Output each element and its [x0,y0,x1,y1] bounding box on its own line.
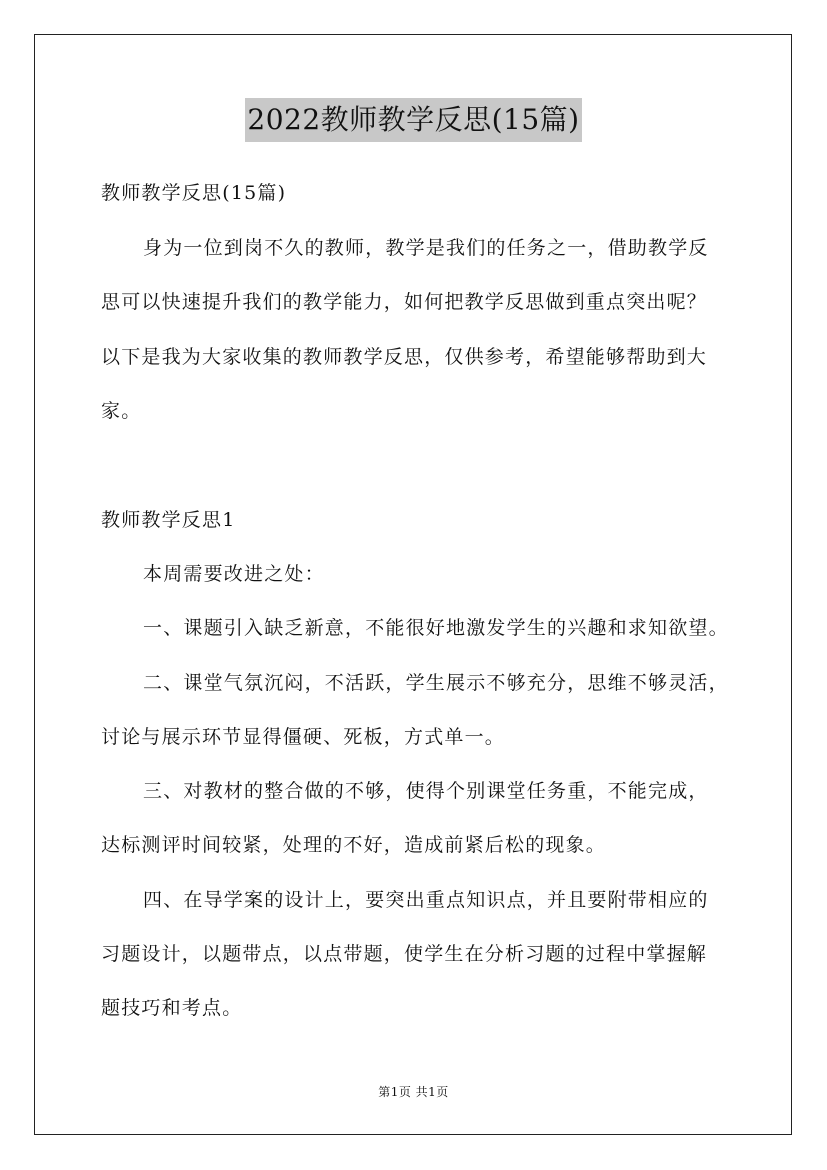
page-footer: 第1页 共1页 [378,1085,449,1099]
section-line-6: 达标测评时间较紧，处理的不好，造成前紧后松的现象。 [101,834,607,856]
section-line-3: 二、课堂气氛沉闷，不活跃，学生展示不够充分，思维不够灵活， [143,672,729,694]
section-heading: 教师教学反思1 [101,509,236,531]
intro-line-2: 思可以快速提升我们的教学能力，如何把教学反思做到重点突出呢？ [101,291,708,313]
section-line-2: 一、课题引入缺乏新意，不能很好地激发学生的兴趣和求知欲望。 [143,617,729,639]
section-line-4: 讨论与展示环节显得僵硬、死板，方式单一。 [101,726,506,748]
document-subtitle: 教师教学反思(15篇) [101,182,287,204]
section-line-7: 四、在导学案的设计上，要突出重点知识点，并且要附带相应的 [143,889,709,911]
document-title: 2022教师教学反思(15篇) [245,98,581,142]
intro-line-1: 身为一位到岗不久的教师，教学是我们的任务之一，借助教学反 [143,237,709,259]
section-line-1: 本周需要改进之处： [143,563,325,585]
intro-line-3: 以下是我为大家收集的教师教学反思，仅供参考，希望能够帮助到大 [101,346,708,368]
section-line-9: 题技巧和考点。 [101,997,243,1019]
section-line-8: 习题设计，以题带点，以点带题，使学生在分析习题的过程中掌握解 [101,943,708,965]
section-line-5: 三、对教材的整合做的不够，使得个别课堂任务重，不能完成， [143,780,709,802]
intro-line-4: 家。 [101,400,142,422]
title-container [0,98,827,142]
